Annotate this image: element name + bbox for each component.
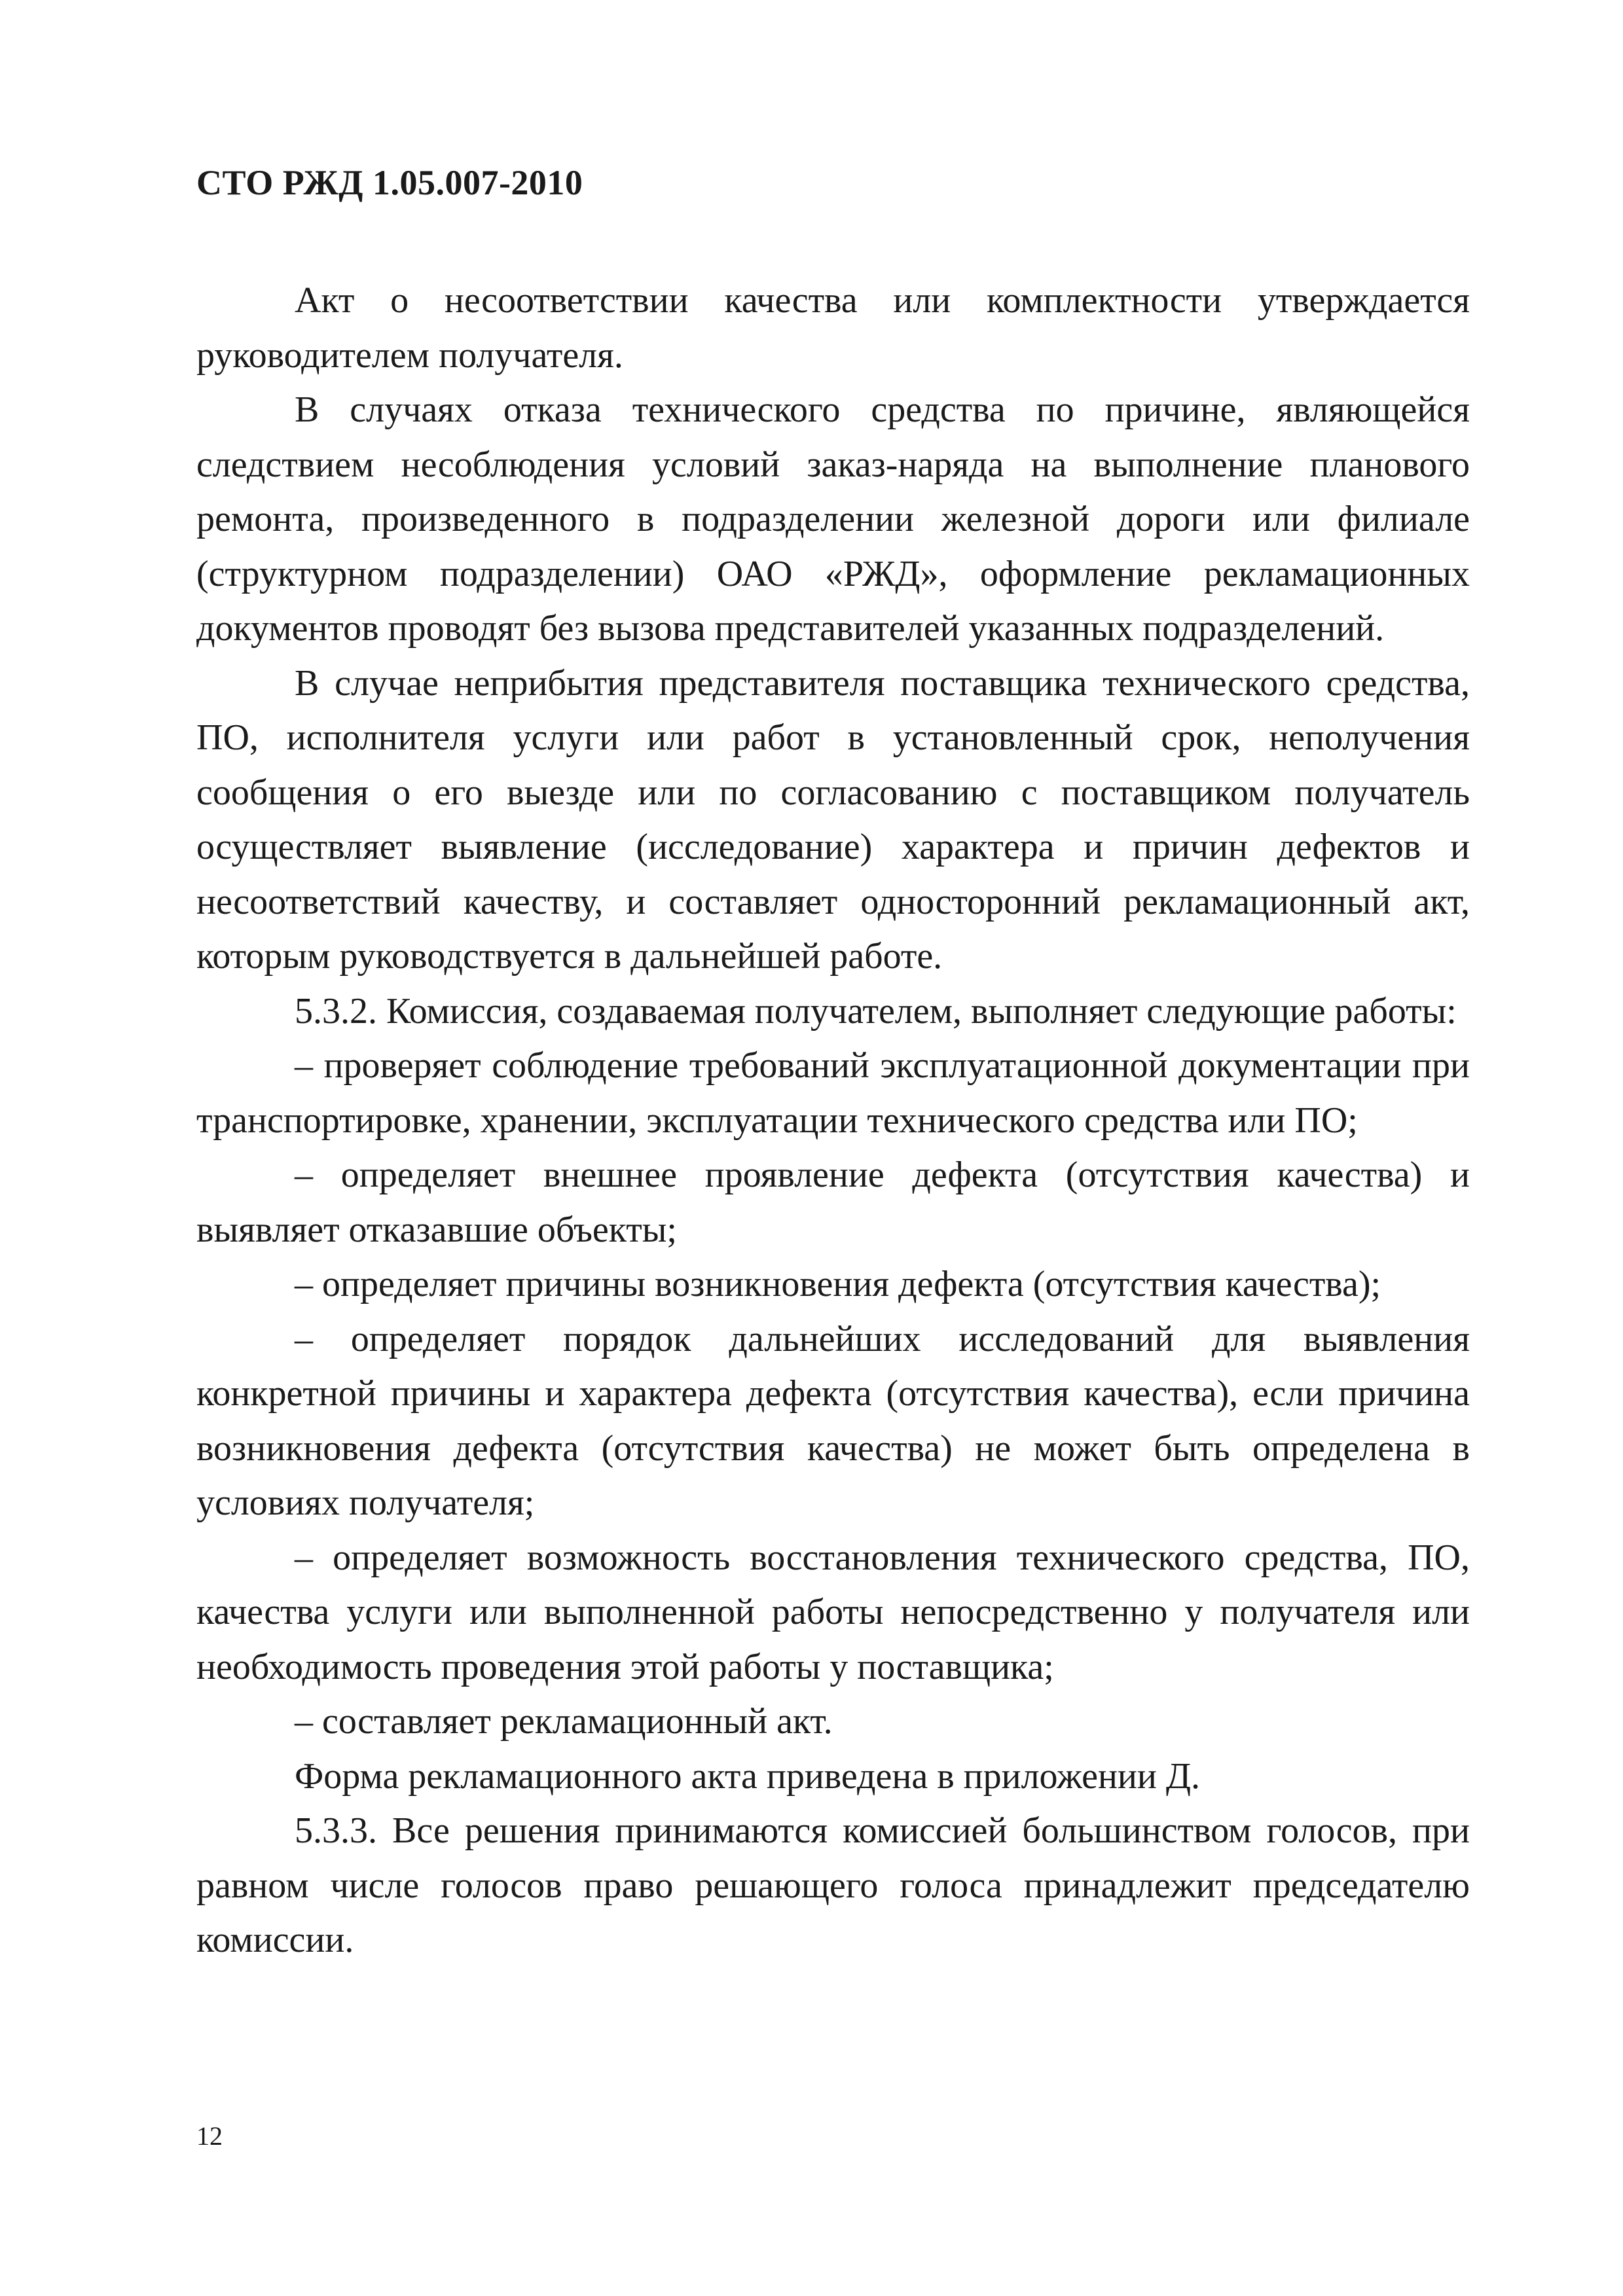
list-item-further-research: – определяет порядок дальнейших исследований для выявления конкретной причины и характера дефекта (отсутствия качества), если причина возникновения дефекта (отсутствия качества) не может быть определена в условиях получателя; [196, 1318, 1470, 1523]
paragraph-supplier-absence: В случае неприбытия представителя поставщика технического средства, ПО, исполнителя услуги или работ в установленный срок, неполучения сообщения о его выезде или по согласованию с поставщиком получатель осуществляет выявление (исследование) характера и причин дефектов и несоответствий качеству, и составляет односторонний рекламационный акт, которым руководствуется в дальнейшей работе. [196, 662, 1470, 977]
document-code-header: СТО РЖД 1.05.007-2010 [196, 163, 583, 202]
list-item-defect-causes: – определяет причины возникновения дефекта (отсутствия качества); [295, 1264, 1381, 1304]
page-number: 12 [196, 2121, 223, 2151]
list-item-check-requirements: – проверяет соблюдение требований эксплуатационной документации при транспортировке, хранении, эксплуатации технического средства или ПО; [196, 1045, 1470, 1141]
paragraph-commission-works: 5.3.2. Комиссия, создаваемая получателем, выполняет следующие работы: [295, 990, 1457, 1031]
list-item-restoration: – определяет возможность восстановления технического средства, ПО, качества услуги или выполненной работы непосредственно у получателя или необходимость проведения этой работы у поставщика; [196, 1537, 1470, 1687]
paragraph-decisions: 5.3.3. Все решения принимаются комиссией большинством голосов, при равном числе голосов право решающего голоса принадлежит председателю комиссии. [196, 1810, 1470, 1960]
list-item-defect-manifestation: – определяет внешнее проявление дефекта (отсутствия качества) и выявляет отказавшие объекты; [196, 1155, 1470, 1250]
document-body [196, 274, 1470, 1968]
paragraph-failure-cases: В случаях отказа технического средства по причине, являющейся следствием несоблюдения условий заказ-наряда на выполнение планового ремонта, произведенного в подразделении железной дороги или филиале (структурном подразделении) ОАО «РЖД», оформление рекламационных документов проводят без вызова представителей указанных подразделений. [196, 389, 1470, 649]
paragraph-act-form: Форма рекламационного акта приведена в приложении Д. [295, 1755, 1201, 1797]
paragraph-act-approval: Акт о несоответствии качества или комплектности утверждается руководителем получателя. [196, 280, 1470, 376]
list-item-compile-act: – составляет рекламационный акт. [295, 1701, 833, 1742]
